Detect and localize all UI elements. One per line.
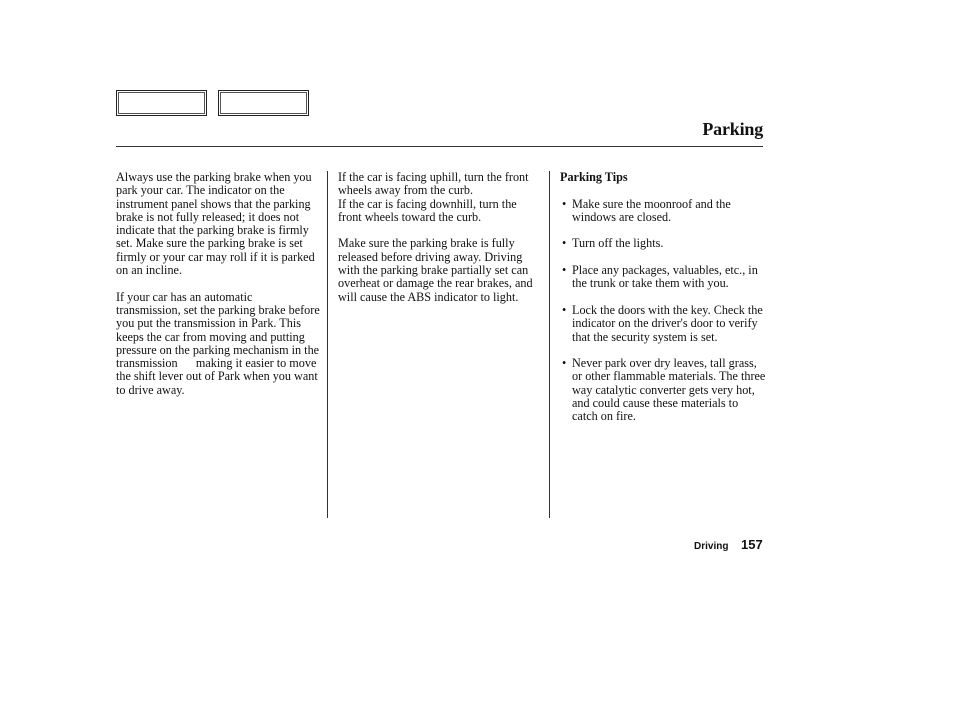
bullet-icon: • xyxy=(562,196,567,211)
column-divider xyxy=(327,171,328,518)
nav-tab-box-2[interactable] xyxy=(218,90,309,116)
section-heading: Parking Tips xyxy=(560,170,628,184)
column-left xyxy=(116,170,323,410)
list-item xyxy=(560,264,766,291)
paragraph: If the car is facing uphill, turn the front wheels away from the curb. xyxy=(338,170,529,198)
paragraph: Make sure the parking brake is fully released before driving away. Driving with the parking brake partially set can overheat or damage the rear brakes, and will cause the ABS indicator to light. xyxy=(338,236,533,304)
tip-text: Place any packages, valuables, etc., in the trunk or take them with you. xyxy=(572,263,758,291)
list-item xyxy=(560,304,766,344)
bullet-icon: • xyxy=(562,263,567,278)
list-item xyxy=(560,198,766,225)
column-right xyxy=(560,171,766,437)
bullet-icon: • xyxy=(562,302,567,317)
column-middle xyxy=(338,171,542,317)
header-rule xyxy=(116,146,763,147)
page-number: 157 xyxy=(741,537,763,552)
nav-tab-box-1[interactable] xyxy=(116,90,207,116)
tips-list xyxy=(560,198,766,424)
bullet-icon: • xyxy=(562,356,567,371)
bullet-icon: • xyxy=(562,236,567,251)
tip-text: Lock the doors with the key. Check the indicator on the driver's door to verify that the security system is set. xyxy=(572,302,763,344)
paragraph: Always use the parking brake when you park your car. The indicator on the instrument panel shows that the parking brake is not fully released; it does not indicate that the parking brake is firmly set. Make sure the parking brake is set firmly or your car may roll if it is parked on an incline. xyxy=(116,170,315,278)
list-item xyxy=(560,357,766,423)
tip-text: Turn off the lights. xyxy=(572,236,664,251)
paragraph: If the car is facing downhill, turn the front wheels toward the curb. xyxy=(338,196,517,224)
footer-section-label: Driving xyxy=(694,541,729,552)
tip-text: Make sure the moonroof and the windows are closed. xyxy=(572,196,731,224)
list-item xyxy=(560,237,766,250)
paragraph: If your car has an automatic transmission, set the parking brake before you put the transmission in Park. This keeps the car from moving and putting pressure on the parking mechanism in the transmission making it easier to move the shift lever out of Park when you want to drive away. xyxy=(116,289,323,397)
tip-text: Never park over dry leaves, tall grass, or other flammable materials. The three way catalytic converter gets very hot, and could cause these materials to catch on fire. xyxy=(572,356,766,424)
page-title: Parking xyxy=(702,119,763,139)
column-divider xyxy=(549,171,550,518)
